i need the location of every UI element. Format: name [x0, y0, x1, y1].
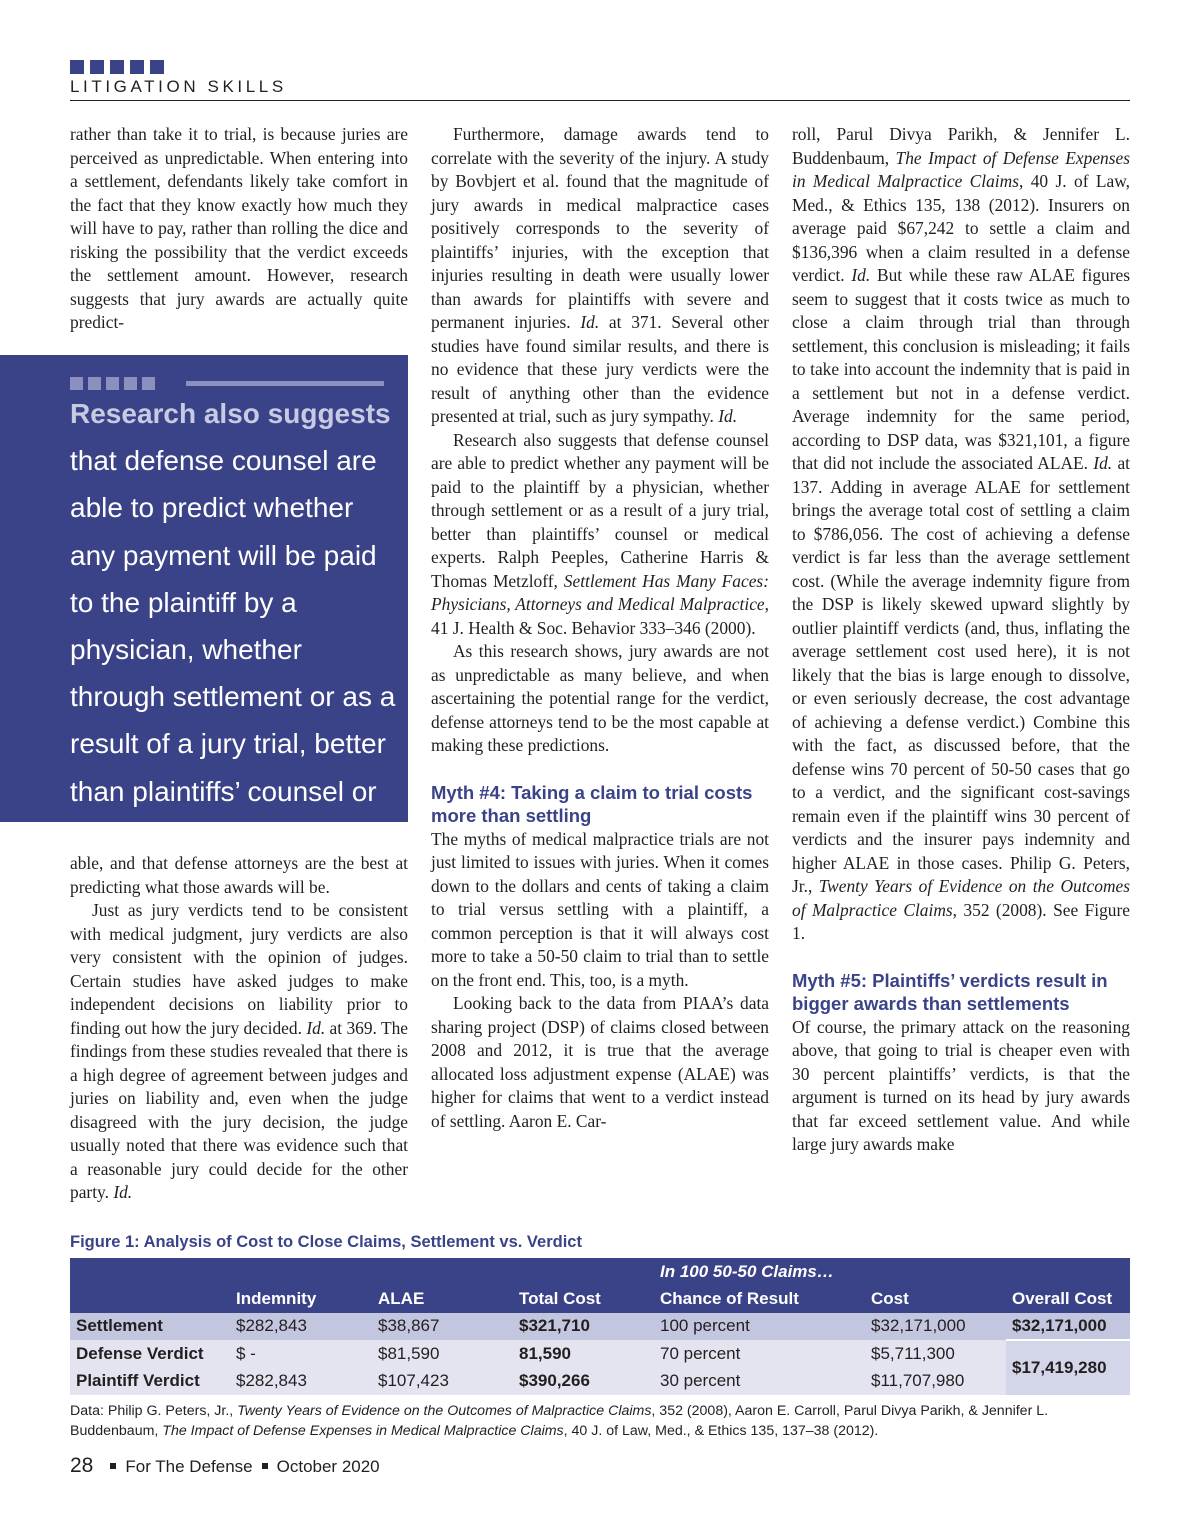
table-header-cell: ALAE — [372, 1285, 513, 1313]
header-square — [70, 60, 84, 74]
table-cell: $282,843 — [230, 1313, 372, 1341]
pull-quote-text — [70, 390, 400, 862]
text-run: , 40 J. of Law, Med., & Ethics 135, 137–38 (2012). — [563, 1422, 879, 1439]
paragraph — [431, 429, 769, 641]
text-run: , 352 (2008), Aaron E. Carroll, Parul Divya Parikh, & Jennifer L. Buddenbaum, — [70, 1403, 1049, 1439]
text-run: at 371. Several other studies have found similar results, and there is no evidence that these jury verdicts were the result of anything other than the evidence presented at trial, such as jury sympathy. — [431, 312, 769, 426]
citation-id: Id. — [113, 1182, 133, 1202]
figure-source — [70, 1402, 1130, 1441]
section-title: LITIGATION SKILLS — [70, 77, 287, 96]
table-header-cell — [230, 1258, 372, 1285]
paragraph — [70, 899, 408, 1205]
bullet-icon — [110, 1463, 116, 1469]
citation-id: Id. — [718, 406, 738, 426]
bullet-icon — [262, 1463, 268, 1469]
column-3 — [792, 123, 1130, 1157]
text-run: at 137. Adding in average ALAE for settlement brings the average total cost of settling a claim to $786,056. The cost of achieving a defense verdict is far less than the average settlement cost. (While the average indemnity figure from the DSP is likely skewed upward slightly by outlier plaintiff verdicts (and, thus, inflating the average settlement cost used here), it is not likely that the bias is large enough to dissolve, or even seriously decrease, the cost advantage of achieving a defense verdict.) Combine this with the fact, as discussed before, that the defense wins 70 percent of 50-50 cases that go to a verdict, and the significant cost-savings remain even if the plaintiff wins 30 percent of verdicts and the insurer pays indemnity and higher ALAE in those cases. Philip G. Peters, Jr., — [792, 453, 1130, 896]
table-cell: 81,590 — [513, 1340, 654, 1368]
text-run: , 40 J. of Law, Med., & Ethics 135, 138 (2012). Insurers on average paid $67,242 to settle a claim and $136,396 when a claim resulted in a defense verdict. — [792, 171, 1130, 285]
citation-title: The Impact of Defense Expenses in Medical Malpractice Claims — [792, 147, 1130, 191]
text-run: , 352 (2008). See Figure 1. — [792, 899, 1130, 943]
citation-title: Twenty Years of Evidence on the Outcomes of Malpractice Claims — [792, 876, 1130, 920]
pull-quote-square — [106, 377, 119, 390]
header-square — [130, 60, 144, 74]
table-subheader: In 100 50-50 Claims… — [654, 1258, 1130, 1285]
citation-id: Id. — [851, 265, 871, 285]
pull-quote-rule — [186, 381, 384, 386]
citation-title: Twenty Years of Evidence on the Outcomes of Malpractice Claims — [237, 1403, 652, 1419]
table-cell: $81,590 — [372, 1340, 513, 1368]
row-label: Defense Verdict — [70, 1340, 230, 1368]
citation-title: The Impact of Defense Expenses in Medical Malpractice Claims — [162, 1422, 564, 1439]
table-header-cell: Chance of Result — [654, 1285, 865, 1313]
table-cell: $32,171,000 — [865, 1313, 1006, 1341]
table-row — [70, 1340, 1130, 1368]
pull-quote-rest: that defense counsel are able to predict whether any payment will be paid to the plaintiff by a physician, whether through settlement or as a result of a jury trial, better than plaintiffs’ counsel or medical experts. — [70, 445, 396, 854]
pull-quote — [0, 355, 408, 854]
pull-quote-square — [70, 377, 83, 390]
table-cell: $321,710 — [513, 1313, 654, 1341]
table-cell: $390,266 — [513, 1368, 654, 1396]
table-subheader-row — [70, 1258, 1130, 1285]
paragraph: As this research shows, jury awards are not as unpredictable as many believe, and when ascertaining the potential range for the verdict, defense attorneys tend to be the most capable at making these predictions. — [431, 641, 769, 755]
paragraph — [792, 123, 1130, 946]
figure-title: Figure 1: Analysis of Cost to Close Claims, Settlement vs. Verdict — [70, 1233, 582, 1251]
table-header-cell — [70, 1258, 230, 1285]
page-number: 28 — [70, 1454, 94, 1477]
table-header-cell: Indemnity — [230, 1285, 372, 1313]
paragraph: Looking back to the data from PIAA’s data sharing project (DSP) of claims closed between 2008 and 2012, it is true that the average allocated loss adjustment expense (ALAE) was higher for claims that went to a verdict instead of settling. Aaron E. Car- — [431, 993, 769, 1131]
page-footer — [70, 1454, 380, 1479]
paragraph: rather than take it to trial, is because juries are perceived as unpredictable. When entering into a settlement, defendants likely take comfort in the fact that they know exactly how much they will have to pay, rather than rolling the dice and risking the possibility that the verdict exceeds the settlement amount. However, research suggests that jury awards are actually quite predict- — [70, 124, 408, 332]
header-squares — [70, 60, 164, 74]
table-cell: $38,867 — [372, 1313, 513, 1341]
paragraph — [431, 123, 769, 429]
table-cell: $32,171,000 — [1006, 1313, 1130, 1341]
header-square — [90, 60, 104, 74]
myth-4-heading: Myth #4: Taking a claim to trial costs more than settling — [431, 781, 753, 826]
issue-date: October 2020 — [276, 1457, 380, 1476]
pull-quote-bold: Research also suggests — [70, 398, 391, 429]
paragraph: able, and that defense attorneys are the best at predicting what those awards will be. — [70, 853, 408, 897]
table-cell: 100 percent — [654, 1313, 865, 1341]
pull-quote-square — [88, 377, 101, 390]
citation-id: Id. — [580, 312, 600, 332]
pull-quote-square — [142, 377, 155, 390]
cost-table — [70, 1258, 1130, 1395]
text-run: , 41 J. Health & Soc. Behavior 333–346 (2000). — [431, 594, 769, 638]
paragraph: The myths of medical malpractice trials are not just limited to issues with juries. When it comes down to the dollars and cents of taking a claim to trial versus settling with a plaintiff, a common perception is that it will always cost more to take a 50-50 claim to trial than to settle on the front end. This, too, is a myth. — [431, 828, 769, 990]
text-run: Research also suggests that defense counsel are able to predict whether any payment will be paid to the plaintiff by a physician, whether through settlement or as a result of a jury trial, better than plaintiffs’ counsel or medical experts. Ralph Peeples, Catherine Harris & Thomas Metzloff, — [431, 429, 769, 591]
table-cell: $5,711,300 — [865, 1340, 1006, 1368]
pull-quote-squares — [70, 377, 155, 390]
table-cell: $282,843 — [230, 1368, 372, 1396]
text-run: Data: Philip G. Peters, Jr., — [70, 1403, 238, 1419]
citation-id: Id. — [306, 1017, 326, 1038]
table-row — [70, 1368, 1130, 1396]
column-1-top — [70, 123, 408, 335]
table-header-cell — [372, 1258, 513, 1285]
column-1-bottom — [70, 852, 408, 1205]
table-cell: $ - — [230, 1340, 372, 1368]
column-2 — [431, 123, 769, 1133]
table-header-cell: Total Cost — [513, 1285, 654, 1313]
pull-quote-square — [124, 377, 137, 390]
citation-id: Id. — [1093, 453, 1113, 473]
table-cell: 30 percent — [654, 1368, 865, 1396]
table-header-cell: Cost — [865, 1285, 1006, 1313]
row-label: Settlement — [70, 1313, 230, 1341]
merged-overall-cost: $17,419,280 — [1006, 1340, 1130, 1395]
publication-name: For The Defense — [125, 1457, 253, 1476]
table-header-cell — [513, 1258, 654, 1285]
header-square — [110, 60, 124, 74]
text-run: But while these raw ALAE figures seem to suggest that it costs twice as much to close a claim through trial than through settlement, this conclusion is misleading; it fails to take into account the indemnity that is paid in a settlement but not in a defense verdict. Average indemnity for the same period, according to DSP data, was $321,101, a figure that did not include the associated ALAE. — [792, 265, 1130, 473]
table-header-cell: Overall Cost — [1006, 1285, 1130, 1313]
table-row — [70, 1313, 1130, 1341]
text-run: roll, Parul Divya Parikh, & Jennifer L. Buddenbaum, — [792, 124, 1130, 168]
header-rule — [70, 100, 1130, 101]
text-run: at 369. The findings from these studies revealed that there is a high degree of agreement between judges and juries on liability and, even when the judge disagreed with the jury decision, the judge usually noted that there was evidence such that a reasonable jury could decide for the other party. — [70, 1017, 408, 1202]
table-header-row — [70, 1285, 1130, 1313]
table-cell: $107,423 — [372, 1368, 513, 1396]
table-header-cell — [70, 1285, 230, 1313]
myth-5-heading: Myth #5: Plaintiffs’ verdicts result in bigger awards than settlements — [792, 969, 1108, 1014]
row-label: Plaintiff Verdict — [70, 1368, 230, 1396]
text-run: Furthermore, damage awards tend to correlate with the severity of the injury. A study by Bovbjert et al. found that the magnitude of jury awards in medical malpractice cases positively corresponds to the severity of plaintiffs’ injuries, with the exception that injuries resulting in death were usually lower than awards for plaintiffs with severe and permanent injuries. — [431, 124, 769, 332]
table-cell: 70 percent — [654, 1340, 865, 1368]
table-cell: $11,707,980 — [865, 1368, 1006, 1396]
paragraph: Of course, the primary attack on the reasoning above, that going to trial is cheaper even with 30 percent plaintiffs’ verdicts, is that the argument is turned on its head by jury awards that far exceed settlement value. And while large jury awards make — [792, 1016, 1130, 1154]
citation-title: Settlement Has Many Faces: Physicians, Attorneys and Medical Malpractice — [431, 570, 769, 614]
text-run: Just as jury verdicts tend to be consistent with medical judgment, jury verdicts are also very consistent with the opinion of judges. Certain studies have asked judges to make independent decisions on liability prior to finding out how the jury decided. — [70, 900, 408, 1038]
header-square — [150, 60, 164, 74]
